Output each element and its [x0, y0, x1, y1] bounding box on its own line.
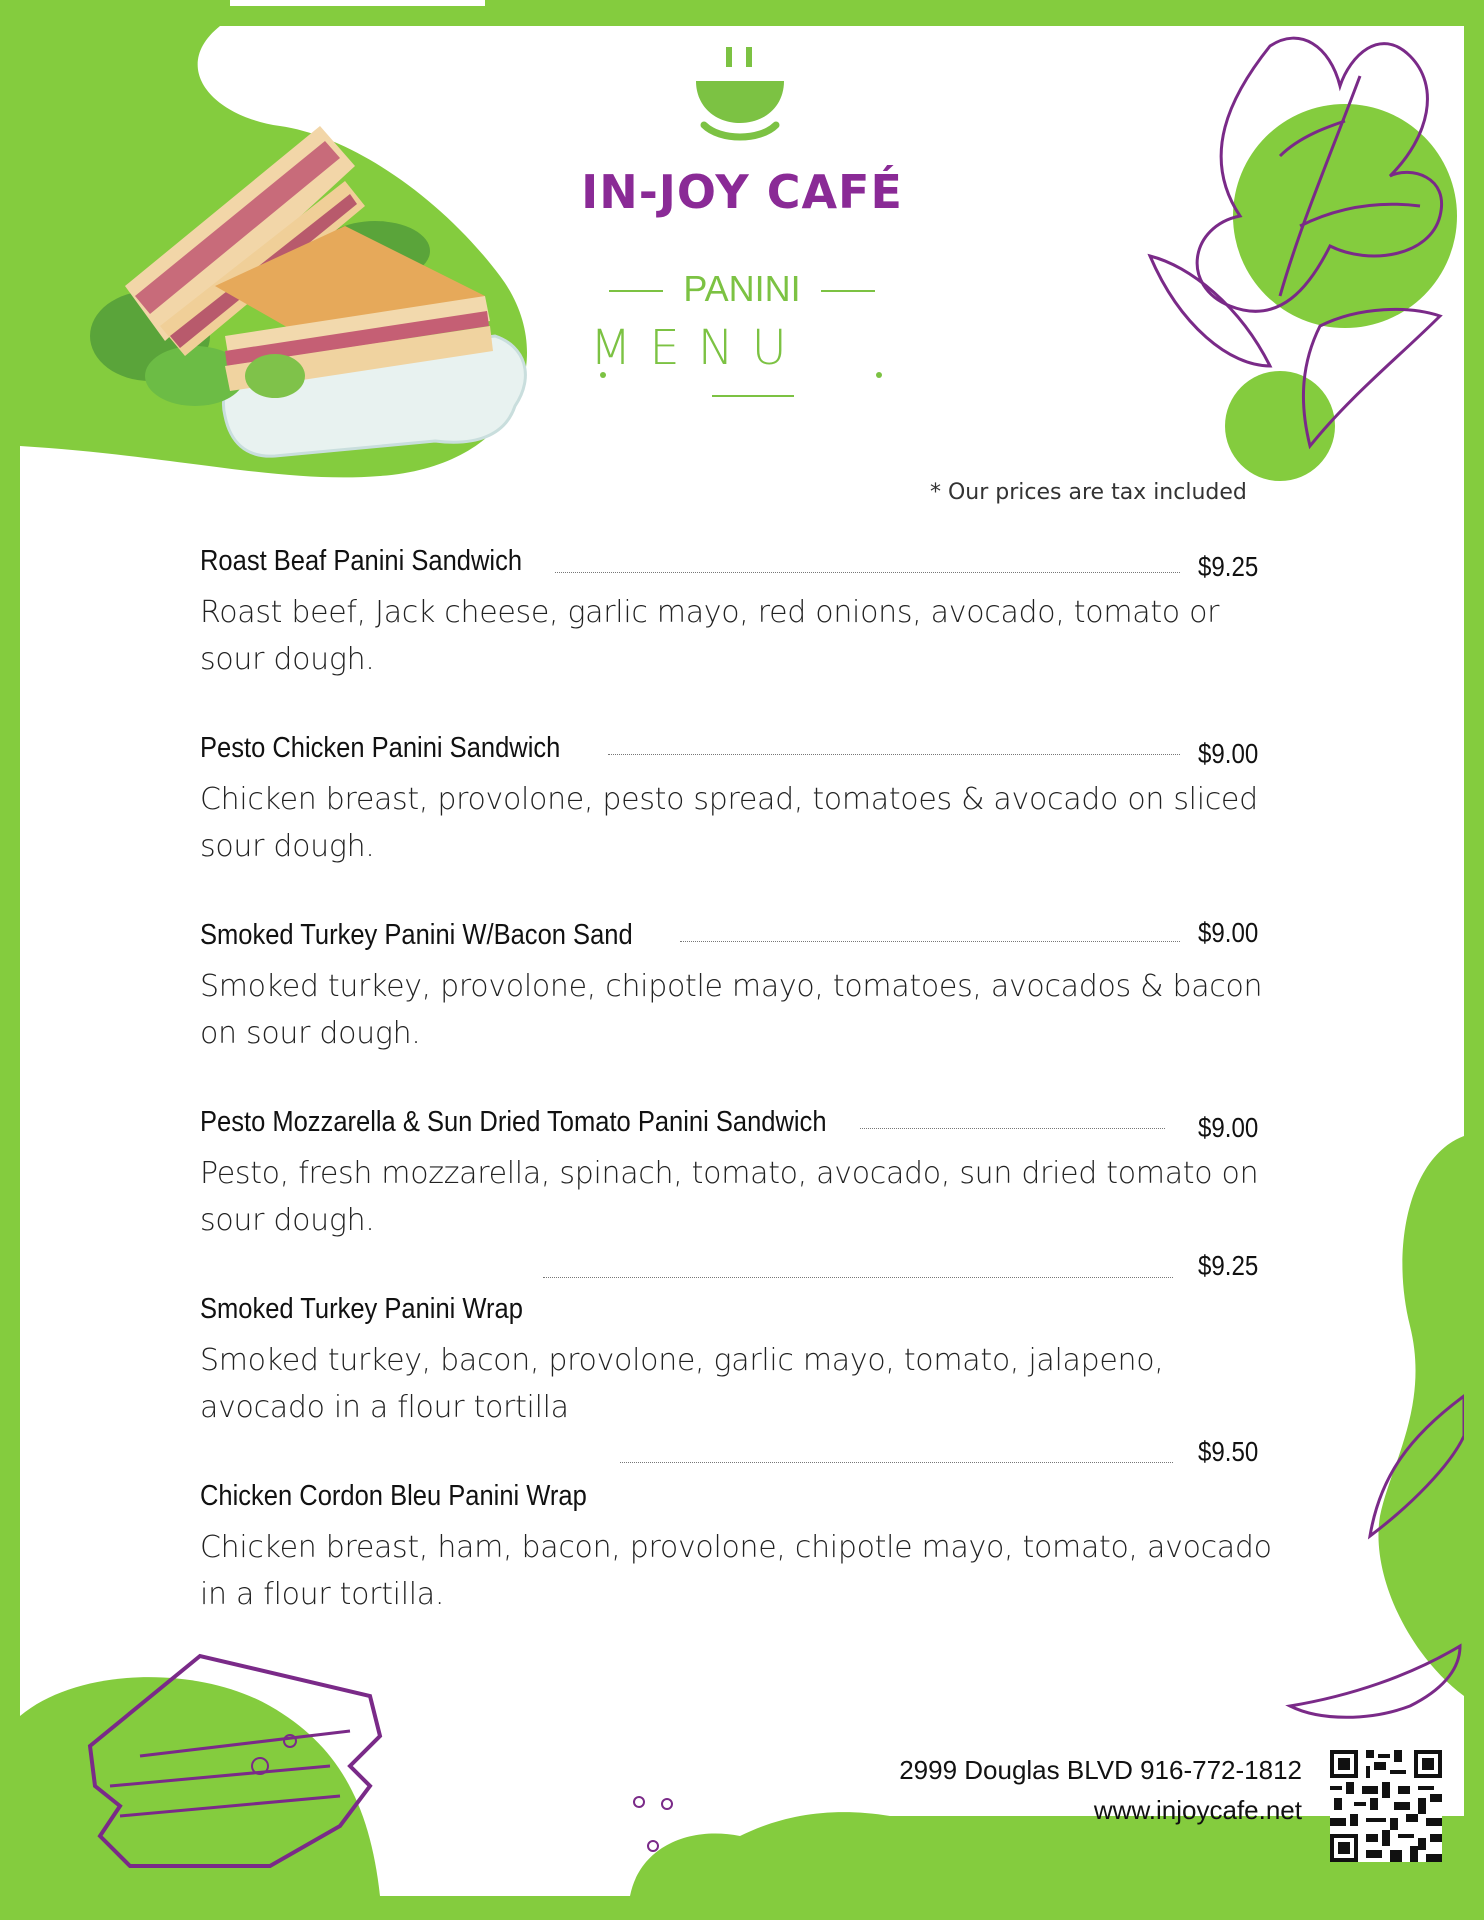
subtitle-text: PANINI [683, 268, 801, 309]
menu-word: MENU [590, 320, 805, 376]
item-name: Pesto Chicken Panini Sandwich [200, 732, 561, 764]
item-price: $9.25 [1198, 551, 1259, 582]
smiling-bowl-icon [690, 45, 790, 145]
subtitle-rule-left [609, 290, 663, 292]
item-name: Pesto Mozzarella & Sun Dried Tomato Panini Sandwich [200, 1106, 827, 1138]
dotted-leader [555, 572, 1180, 573]
item-description: Roast beef, Jack cheese, garlic mayo, red onions, avocado, tomato or sour dough. [200, 595, 1220, 677]
item-description: Pesto, fresh mozzarella, spinach, tomato, avocado, sun dried tomato on sour dough. [200, 1156, 1259, 1238]
item-name: Roast Beaf Panini Sandwich [200, 545, 523, 577]
menu-underline [712, 395, 794, 397]
item-price: $9.00 [1198, 738, 1259, 769]
dotted-leader [860, 1128, 1165, 1129]
item-price: $9.00 [1198, 917, 1259, 948]
item-description: Smoked turkey, provolone, chipotle mayo, tomatoes, avocados & bacon on sour dough. [200, 969, 1263, 1051]
leaf-illustration [1130, 26, 1464, 476]
top-tab [230, 0, 485, 6]
dotted-leader [543, 1277, 1173, 1278]
leaf-illustration-bottom [1260, 1376, 1464, 1756]
address-phone: 2999 Douglas BLVD 916-772-1812 [899, 1755, 1302, 1785]
item-description: Smoked turkey, bacon, provolone, garlic mayo, tomato, jalapeno, avocado in a flour tortilla [200, 1343, 1164, 1425]
qr-code[interactable] [1330, 1750, 1442, 1862]
menu-subtitle [0, 268, 1484, 310]
item-name: Smoked Turkey Panini W/Bacon Sand [200, 919, 633, 951]
menu-dot-right [876, 372, 882, 378]
website-link[interactable]: www.injoycafe.net [1093, 1795, 1302, 1825]
subtitle-rule-right [821, 290, 875, 292]
dotted-leader [680, 941, 1180, 942]
item-price: $9.25 [1198, 1250, 1259, 1281]
item-name: Chicken Cordon Bleu Panini Wrap [200, 1480, 587, 1512]
contact-block [899, 1750, 1302, 1830]
sandwich-line-illustration [70, 1626, 400, 1886]
item-description: Chicken breast, ham, bacon, provolone, chipotle mayo, tomato, avocado in a flour tortilla. [200, 1530, 1272, 1612]
item-price: $9.50 [1198, 1436, 1259, 1467]
brand-name: IN-JOY CAFÉ [581, 165, 903, 219]
item-price: $9.00 [1198, 1112, 1259, 1143]
tax-note: * Our prices are tax included [930, 480, 1247, 505]
decorative-dots [625, 1766, 685, 1856]
item-name: Smoked Turkey Panini Wrap [200, 1293, 523, 1325]
dotted-leader [608, 754, 1180, 755]
item-description: Chicken breast, provolone, pesto spread, tomatoes & avocado on sliced sour dough. [200, 782, 1258, 864]
dotted-leader [620, 1462, 1173, 1463]
